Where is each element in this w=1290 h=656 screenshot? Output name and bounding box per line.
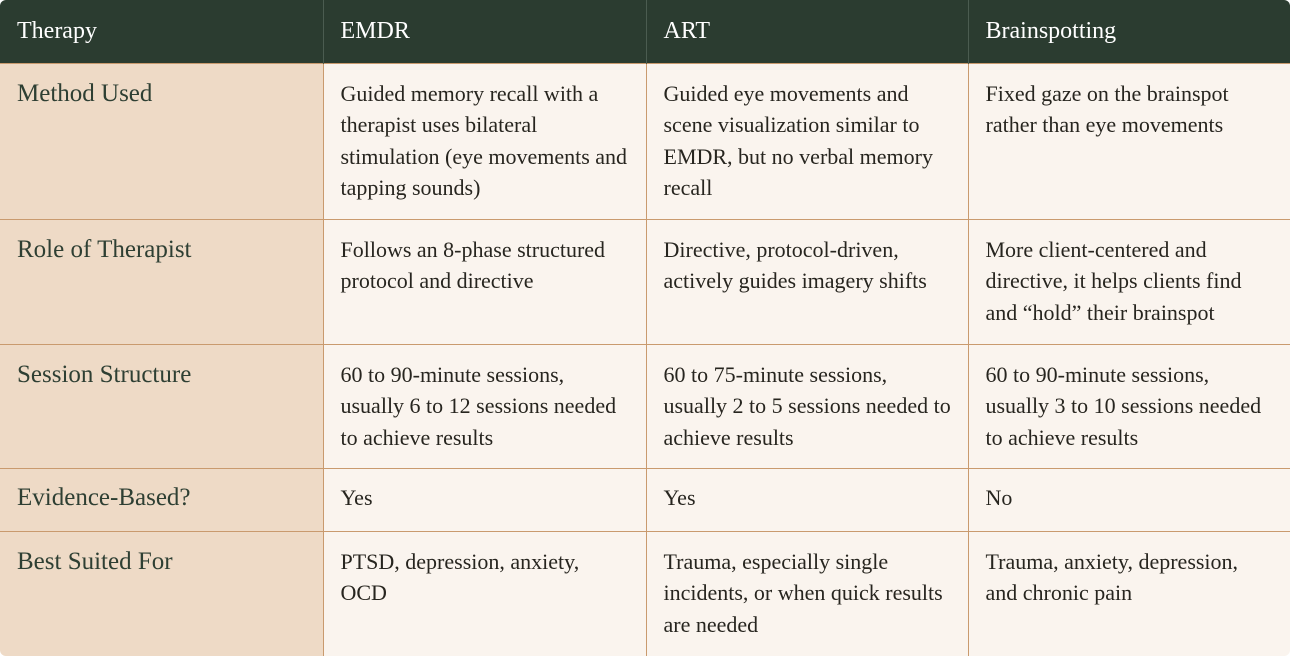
row-label: Role of Therapist [0, 219, 323, 344]
table-cell: Follows an 8-phase structured protocol and directive [323, 219, 646, 344]
row-label: Session Structure [0, 344, 323, 468]
table-row-method-used [0, 63, 1290, 219]
table-row-session-structure [0, 344, 1290, 468]
table-cell: No [968, 468, 1290, 531]
header-emdr: EMDR [323, 0, 646, 63]
table-cell: Guided eye movements and scene visualization similar to EMDR, but no verbal memory recall [646, 63, 968, 219]
header-therapy: Therapy [0, 0, 323, 63]
table-cell: 60 to 90-minute sessions, usually 3 to 10 sessions needed to achieve results [968, 344, 1290, 468]
header-brainspotting: Brainspotting [968, 0, 1290, 63]
table-cell: More client-centered and directive, it helps clients find and “hold” their brainspot [968, 219, 1290, 344]
table-cell: PTSD, depression, anxiety, OCD [323, 531, 646, 656]
table-row-role-of-therapist [0, 219, 1290, 344]
table-cell: 60 to 90-minute sessions, usually 6 to 12 sessions needed to achieve results [323, 344, 646, 468]
table-cell: Trauma, especially single incidents, or when quick results are needed [646, 531, 968, 656]
table-cell: Guided memory recall with a therapist uses bilateral stimulation (eye movements and tapping sounds) [323, 63, 646, 219]
table-cell: Yes [646, 468, 968, 531]
table-cell: Yes [323, 468, 646, 531]
table-row-evidence-based [0, 468, 1290, 531]
table-row-best-suited-for [0, 531, 1290, 656]
table-body [0, 63, 1290, 656]
table-cell: Fixed gaze on the brainspot rather than eye movements [968, 63, 1290, 219]
row-label: Method Used [0, 63, 323, 219]
table-header [0, 0, 1290, 63]
header-art: ART [646, 0, 968, 63]
header-row [0, 0, 1290, 63]
row-label: Best Suited For [0, 531, 323, 656]
table-cell: Directive, protocol-driven, actively guides imagery shifts [646, 219, 968, 344]
table-cell: 60 to 75-minute sessions, usually 2 to 5 sessions needed to achieve results [646, 344, 968, 468]
table-cell: Trauma, anxiety, depression, and chronic pain [968, 531, 1290, 656]
row-label: Evidence-Based? [0, 468, 323, 531]
